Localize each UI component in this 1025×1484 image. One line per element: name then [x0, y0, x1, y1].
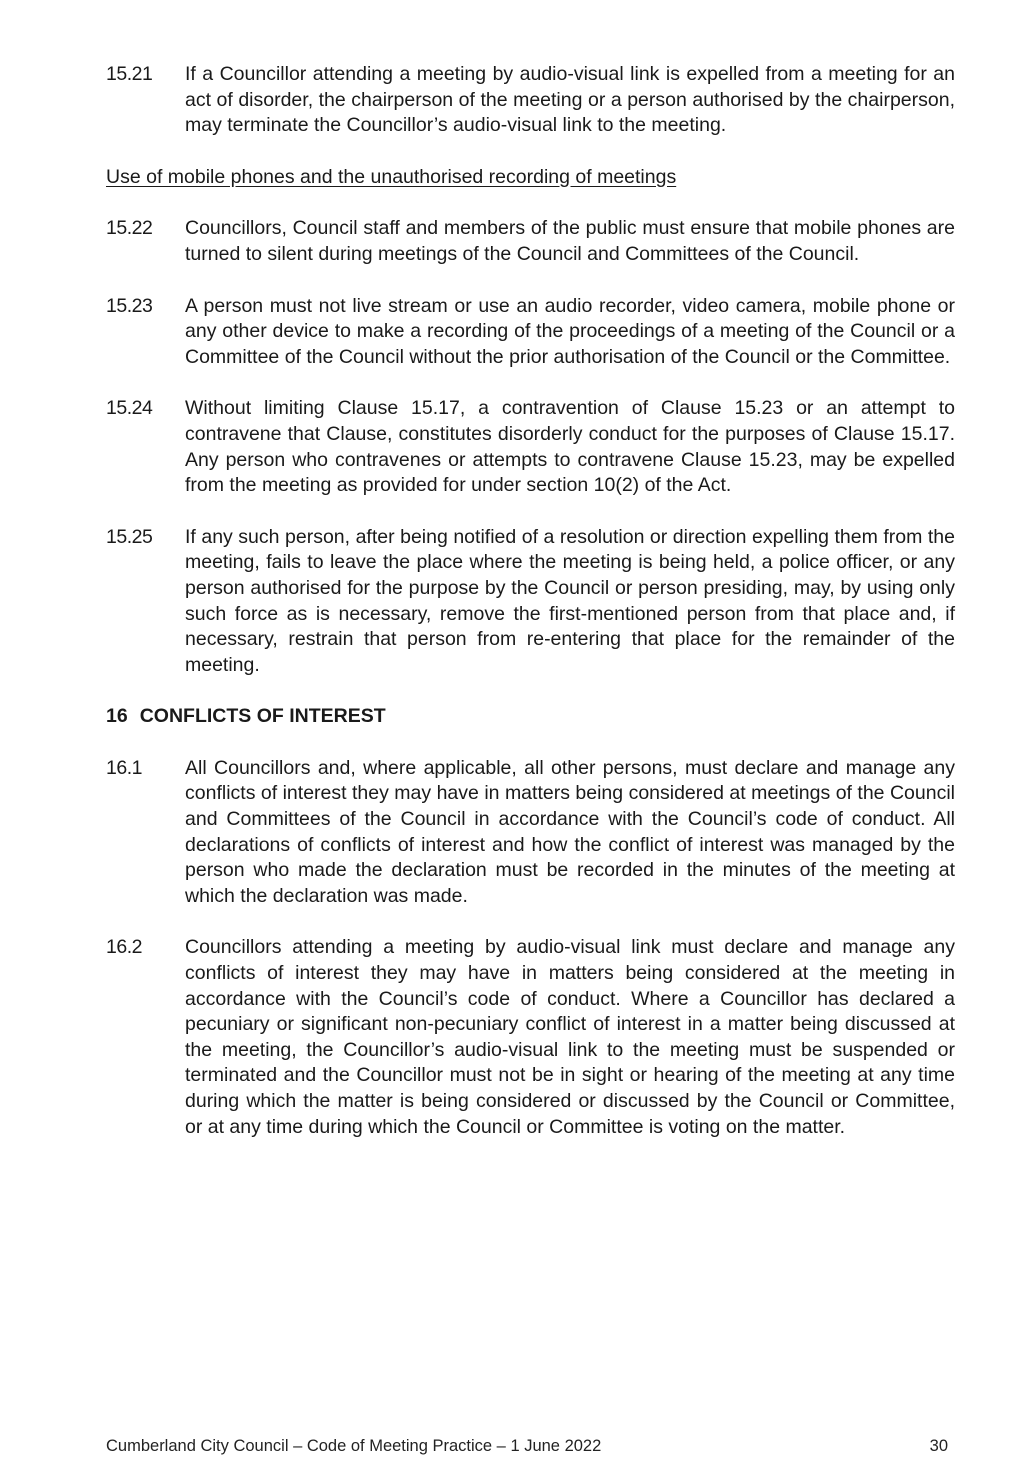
clause-number: 15.22 [106, 217, 153, 240]
clause-number: 15.21 [106, 63, 153, 85]
clause-text: A person must not live stream or use an audio recorder, video camera, mobile phone or any other device to make a recording of the proceedings of a meeting of the Council or a Committee of the Council without the prior authorisation of the Council or the Committee. [185, 294, 955, 368]
clause-text: If a Councillor attending a meeting by audio-visual link is expelled from a meeting for an act of disorder, the chairperson of the meeting or a person authorised by the chairperson, may terminate the Councillor’s audio-visual link to the meeting. [185, 63, 955, 137]
clause-15-25 [106, 525, 955, 679]
page-footer [106, 1436, 948, 1456]
clause-number: 16.1 [106, 756, 142, 779]
clause-number: 15.24 [106, 397, 153, 420]
section-heading-conflicts [106, 704, 955, 730]
clause-text: If any such person, after being notified of a resolution or direction expelling them from the meeting, fails to leave the place where the meeting is being held, a police officer, or any person authorised for the purpose by the Council or person presiding, may, by using only such force as is necessary, remove the first-mentioned person from that place and, if necessary, restrain that person from re-entering that place for the remainder of the meeting. [185, 525, 955, 676]
section-number: 16 [106, 705, 128, 728]
clause-15-23 [106, 294, 955, 371]
clause-15-24 [106, 396, 955, 498]
section-title: CONFLICTS OF INTEREST [139, 705, 386, 728]
clause-number: 16.2 [106, 936, 142, 959]
clause-number: 15.25 [106, 525, 153, 548]
page-number: 30 [929, 1437, 948, 1455]
subheading-mobile-phones: Use of mobile phones and the unauthorised recording of meetings [106, 165, 677, 188]
clause-text: Councillors, Council staff and members of the public must ensure that mobile phones are turned to silent during meetings of the Council and Committees of the Council. [185, 217, 955, 265]
document-page [106, 62, 955, 1166]
clause-number: 15.23 [106, 294, 153, 317]
footer-document-title: Cumberland City Council – Code of Meeting Practice – 1 June 2022 [106, 1437, 602, 1455]
clause-text: Councillors attending a meeting by audio-visual link must declare and manage any conflicts of interest they may have in matters being considered at the meeting in accordance with the Council’s code of conduct. Where a Councillor has declared a pecuniary or significant non-pecuniary conflict of interest in a matter being discussed at the meeting, the Councillor’s audio-visual link to the meeting must be suspended or terminated and the Councillor must not be in sight or hearing of the meeting at any time during which the matter is being considered or discussed by the Council or Committee, or at any time during which the Council or Committee is voting on the matter. [185, 936, 955, 1138]
clause-16-1 [106, 756, 955, 910]
clause-15-22 [106, 216, 955, 267]
clause-text: All Councillors and, where applicable, all other persons, must declare and manage any conflicts of interest they may have in matters being considered at meetings of the Council and Committees of the Council in accordance with the Council’s code of conduct. All declarations of conflicts of interest and how the conflict of interest was managed by the person who made the declaration must be recorded in the minutes of the meeting at which the declaration was made. [185, 756, 955, 907]
clause-16-2 [106, 935, 955, 1140]
clause-text: Without limiting Clause 15.17, a contravention of Clause 15.23 or an attempt to contravene that Clause, constitutes disorderly conduct for the purposes of Clause 15.17. Any person who contravenes or attempts to contravene Clause 15.23, may be expelled from the meeting as provided for under section 10(2) of the Act. [185, 397, 955, 497]
clause-15-21 [106, 62, 955, 139]
